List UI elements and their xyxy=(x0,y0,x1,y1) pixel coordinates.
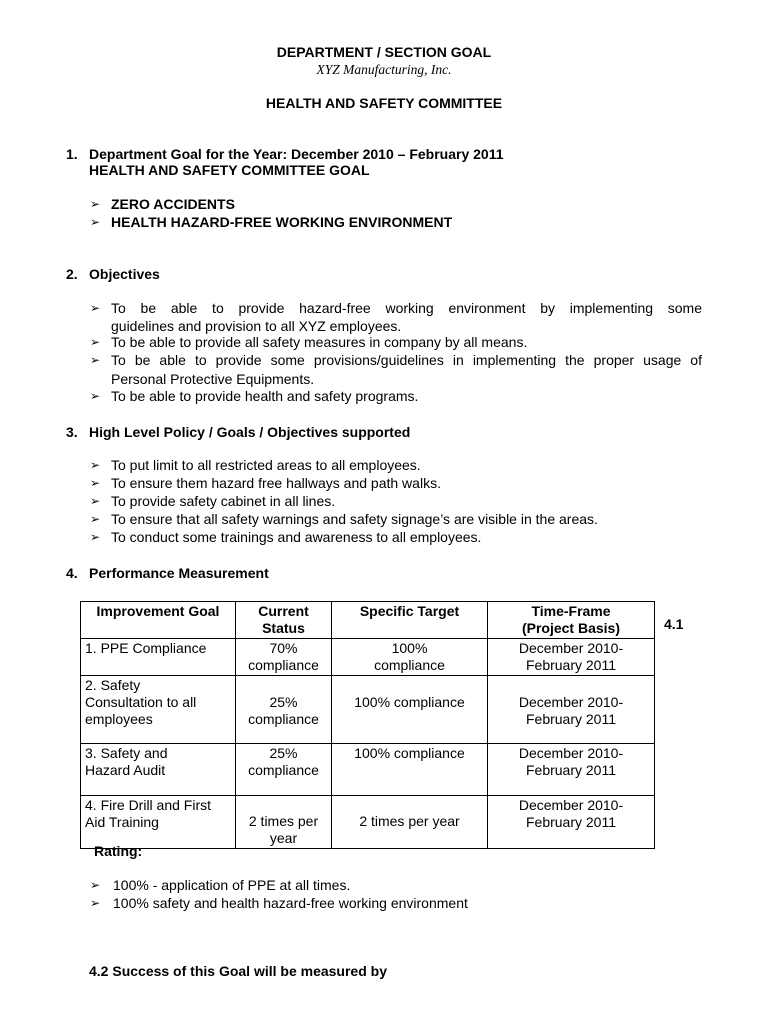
column-header-timeframe: Time-Frame (Project Basis) xyxy=(488,602,655,639)
policy-item: To put limit to all restricted areas to all employees. xyxy=(111,457,421,473)
bullet-arrow-icon: ➢ xyxy=(90,878,101,892)
policy-item: To ensure that all safety warnings and safety signage’s are visible in the areas. xyxy=(111,511,598,527)
objective-item-1-line-2: guidelines and provision to all XYZ employees. xyxy=(111,318,402,334)
section-4-number: 4. xyxy=(66,565,78,581)
table-row xyxy=(81,744,655,796)
bullet-arrow-icon: ➢ xyxy=(90,512,101,526)
bullet-arrow-icon: ➢ xyxy=(90,896,101,910)
section-1-number: 1. xyxy=(66,146,78,162)
table-header-row xyxy=(81,602,655,639)
cell-timeframe: December 2010- February 2011 xyxy=(488,796,655,849)
section-3-heading: High Level Policy / Goals / Objectives supported xyxy=(89,424,411,440)
bullet-arrow-icon: ➢ xyxy=(90,301,101,315)
table-row xyxy=(81,676,655,744)
bullet-arrow-icon: ➢ xyxy=(90,458,101,472)
objective-item-3-line-2: Personal Protective Equipments. xyxy=(111,371,315,387)
cell-target: 100% compliance xyxy=(332,639,488,676)
cell-status: 70% compliance xyxy=(236,639,332,676)
objective-item-4: To be able to provide health and safety programs. xyxy=(111,388,419,404)
table-row xyxy=(81,639,655,676)
cell-target: 2 times per year xyxy=(332,796,488,849)
objective-item-2: To be able to provide all safety measures in company by all means. xyxy=(111,334,528,350)
company-name: XYZ Manufacturing, Inc. xyxy=(316,62,452,77)
bullet-arrow-icon: ➢ xyxy=(90,353,101,367)
cell-status: 25% compliance xyxy=(236,744,332,796)
section-4-heading: Performance Measurement xyxy=(89,565,269,581)
section-2-heading: Objectives xyxy=(89,266,160,282)
cell-timeframe: December 2010- February 2011 xyxy=(488,676,655,744)
bullet-arrow-icon: ➢ xyxy=(90,335,101,349)
bullet-arrow-icon: ➢ xyxy=(90,494,101,508)
committee-title: HEALTH AND SAFETY COMMITTEE xyxy=(265,95,503,111)
bullet-arrow-icon: ➢ xyxy=(90,476,101,490)
cell-goal: 4. Fire Drill and First Aid Training xyxy=(81,796,236,849)
rating-item: 100% safety and health hazard-free working environment xyxy=(113,895,468,911)
bullet-arrow-icon: ➢ xyxy=(90,215,101,229)
section-1-subheading: HEALTH AND SAFETY COMMITTEE GOAL xyxy=(89,162,370,178)
column-header-target: Specific Target xyxy=(332,602,488,639)
table-row xyxy=(81,796,655,849)
policy-item: To provide safety cabinet in all lines. xyxy=(111,493,336,509)
subsection-4-2-heading: 4.2 Success of this Goal will be measured by xyxy=(89,963,387,979)
cell-target: 100% compliance xyxy=(332,744,488,796)
performance-table xyxy=(80,601,655,849)
section-2-number: 2. xyxy=(66,266,78,282)
bullet-arrow-icon: ➢ xyxy=(90,530,101,544)
rating-item: 100% - application of PPE at all times. xyxy=(113,877,351,893)
column-header-status: Current Status xyxy=(236,602,332,639)
goal-zero-accidents: ZERO ACCIDENTS xyxy=(111,196,235,212)
subsection-4-1-label: 4.1 xyxy=(664,616,684,632)
cell-timeframe: December 2010- February 2011 xyxy=(488,744,655,796)
cell-status: 2 times per year xyxy=(236,796,332,849)
cell-goal: 1. PPE Compliance xyxy=(81,639,236,676)
objective-item-3-line-1: To be able to provide some provisions/guidelines in implementing the proper usage of xyxy=(111,352,702,368)
section-3-number: 3. xyxy=(66,424,78,440)
bullet-arrow-icon: ➢ xyxy=(90,389,101,403)
cell-goal: 2. Safety Consultation to all employees xyxy=(81,676,236,744)
page-title: DEPARTMENT / SECTION GOAL xyxy=(276,44,492,60)
policy-item: To conduct some trainings and awareness to all employees. xyxy=(111,529,482,545)
policy-item: To ensure them hazard free hallways and path walks. xyxy=(111,475,441,491)
rating-label: Rating: xyxy=(94,843,143,859)
cell-status: 25% compliance xyxy=(236,676,332,744)
cell-timeframe: December 2010- February 2011 xyxy=(488,639,655,676)
goal-hazard-free: HEALTH HAZARD-FREE WORKING ENVIRONMENT xyxy=(111,214,453,230)
column-header-goal: Improvement Goal xyxy=(81,602,236,639)
bullet-arrow-icon: ➢ xyxy=(90,197,101,211)
section-1-heading: Department Goal for the Year: December 2010 – February 2011 xyxy=(89,146,504,162)
cell-goal: 3. Safety and Hazard Audit xyxy=(81,744,236,796)
cell-target: 100% compliance xyxy=(332,676,488,744)
objective-item-1-line-1: To be able to provide hazard-free working environment by implementing some xyxy=(111,300,702,316)
